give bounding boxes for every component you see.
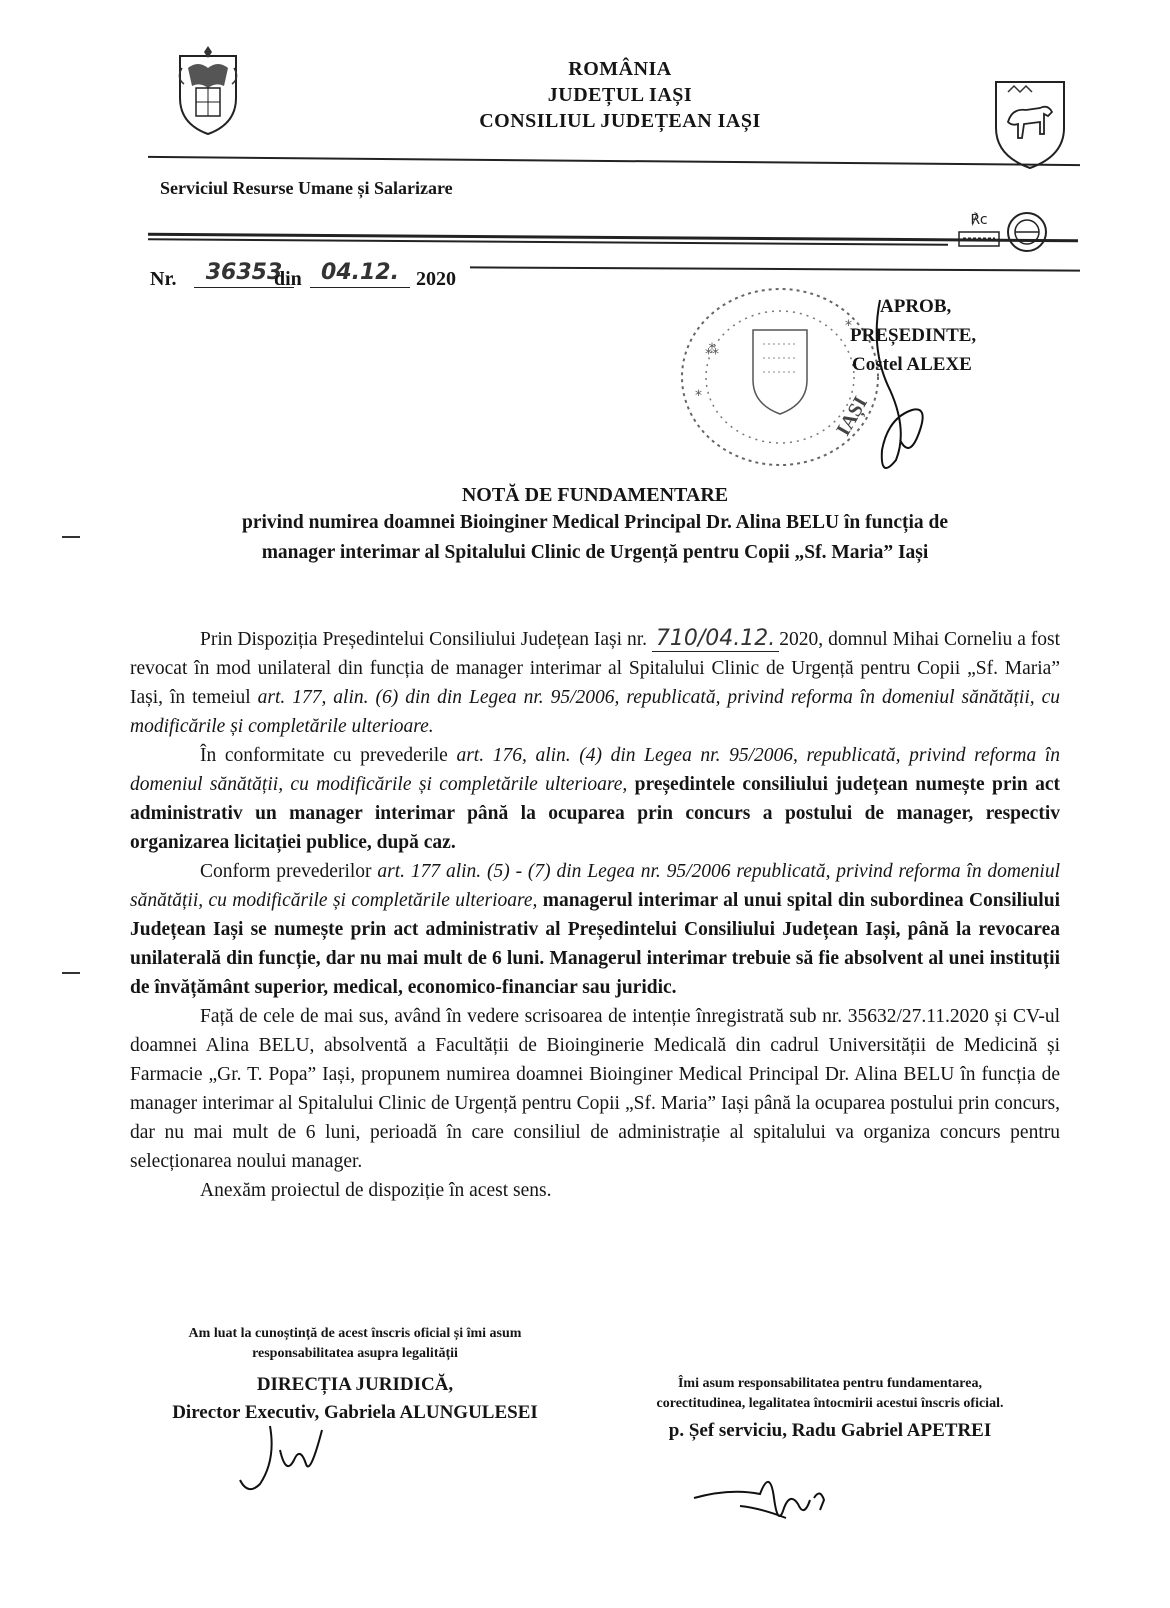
approval-block xyxy=(850,292,977,379)
hr-service-head-signature xyxy=(690,1458,840,1538)
paragraph-annex: Anexăm proiectul de dispoziție în acest sens. xyxy=(200,1180,552,1201)
approval-name: Costel ALEXE xyxy=(852,354,972,375)
registration-din-label: din xyxy=(274,268,302,290)
legal-department-title: DIRECȚIA JURIDICĂ, xyxy=(256,1374,454,1395)
paragraph-legal-basis: În conformitate cu prevederile art. 176, alin. (4) din Legea nr. 95/2006, republicată, privind reforma în domeniul sănătății, cu modificările și completările ulterioare, președintele consiliului județean numește prin act administrativ un manager interimar până la ocuparea prin concurs a postului de manager, respectiv organizarea licitației publice, după caz. xyxy=(130,745,1061,853)
hr-responsibility-line-1: Îmi asum responsabilitatea pentru fundamentarea, xyxy=(677,1376,982,1391)
paragraph-revocation: Prin Dispoziția Președintelui Consiliului Județean Iași nr. 710/04.12. 2020, domnul Mihai Corneliu a fost revocat în mod unilateral din funcția de manager interimar al Spitalului Clinic de Urgență pentru Copii „Sf. Maria” Iași, în temeiul art. 177, alin. (6) din din Legea nr. 95/2006, republicată, privind reforma în domeniul sănătății, cu modificările și completările ulterioare. xyxy=(130,626,1061,737)
legal-department-signature-block xyxy=(120,1324,590,1424)
certification-logo-icon xyxy=(955,208,1003,250)
margin-mark xyxy=(62,536,80,538)
paragraph-proposal: Față de cele de mai sus, având în vedere scrisoarea de intenție înregistrată sub nr. 35632/27.11.2020 și CV-ul doamnei Alina BELU, absolventă a Facultății de Bioinginerie Medicală din cadrul Universității de Medicină și Farmacie „Gr. T. Popa” Iași, propunem numirea doamnei Bioinginer Medical Principal Dr. Alina BELU în funcția de manager interimar al Spitalului Clinic de Urgență pentru Copii „Sf. Maria” Iași până la ocuparea postului prin concurs, dar nu mai mult de 6 luni, perioadă în care consiliul de administrație al spitalului va organiza concurs pentru selecționarea noului manager. xyxy=(130,1006,1060,1172)
header-council: CONSILIUL JUDEȚEAN IAȘI xyxy=(479,110,761,132)
legal-acknowledgement-line-2: responsabilitatea asupra legalității xyxy=(252,1346,458,1361)
registration-divider xyxy=(470,266,1080,271)
registration-line xyxy=(150,260,480,302)
registration-number: 36353 xyxy=(194,260,294,288)
hr-service-head-name: p. Șef serviciu, Radu Gabriel APETREI xyxy=(668,1420,992,1441)
approval-line: APROB, xyxy=(880,296,952,317)
hr-service-signature-block xyxy=(600,1374,1060,1442)
stamp-city-text: IAȘI xyxy=(832,392,872,440)
document-subtitle-line-1: privind numirea doamnei Bioinginer Medical Principal Dr. Alina BELU în funcția de xyxy=(241,512,949,533)
header-country: ROMÂNIA xyxy=(568,58,672,80)
document-title: NOTĂ DE FUNDAMENTARE xyxy=(461,484,729,506)
legal-acknowledgement-line-1: Am luat la cunoștință de acest înscris oficial și îmi asum xyxy=(188,1326,522,1341)
document-subtitle-line-2: manager interimar al Spitalului Clinic de Urgență pentru Copii „Sf. Maria” Iași xyxy=(261,542,929,563)
legal-director-signature xyxy=(230,1420,340,1500)
paragraph-interim-rules: Conform prevederilor art. 177 alin. (5) - (7) din Legea nr. 95/2006 republicată, privind reforma în domeniul sănătății, cu modificările și completările ulterioare, managerul interimar al unui spital din subordinea Consiliului Județean Iași se numește prin act administrativ al Președintelui Consiliului Județean Iași, până la revocarea unilaterală din funcție, dar nu mai mult de 6 luni. Managerul interimar trebuie să fie absolvent al unei instituții de învățământ superior, medical, economico-financiar sau juridic. xyxy=(130,861,1060,998)
hr-responsibility-line-2: corectitudinea, legalitatea întocmirii acestui înscris oficial. xyxy=(656,1396,1004,1411)
document-body xyxy=(130,624,1060,1205)
department-name: Serviciul Resurse Umane și Salarizare xyxy=(160,178,453,198)
legal-director-name: Director Executiv, Gabriela ALUNGULESEI xyxy=(172,1402,538,1423)
header-divider xyxy=(148,156,1080,166)
registration-date: 04.12. xyxy=(310,260,410,288)
svg-text:*: * xyxy=(845,318,852,334)
disposition-number: 710/04.12. xyxy=(652,626,779,652)
romania-coat-of-arms-icon xyxy=(168,38,248,138)
svg-text:*: * xyxy=(695,388,702,404)
iasi-county-coat-of-arms-icon xyxy=(990,72,1070,172)
registration-year: 2020 xyxy=(416,268,456,290)
svg-text:℟c: ℟c xyxy=(970,212,988,228)
iso-certification-icon xyxy=(1005,210,1049,254)
margin-mark xyxy=(62,972,80,974)
approval-title: PREȘEDINTE, xyxy=(850,325,977,346)
registration-nr-label: Nr. xyxy=(150,268,177,290)
svg-text:⁂: ⁂ xyxy=(705,342,719,358)
header-county: JUDEȚUL IAȘI xyxy=(547,84,693,106)
